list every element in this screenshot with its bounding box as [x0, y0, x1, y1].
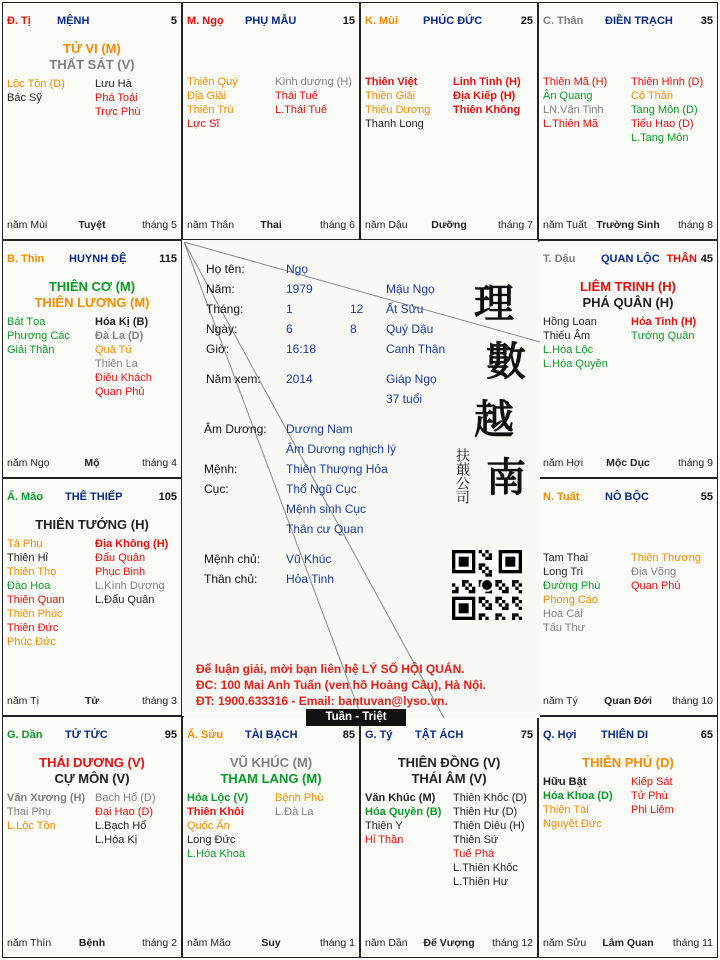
minor-star: Địa Võng	[631, 566, 677, 578]
palace-header	[543, 15, 713, 29]
minor-stars-left	[7, 315, 70, 357]
major-star: PHÁ QUÂN (H)	[582, 295, 674, 310]
palace-cell-mao[interactable]	[2, 478, 182, 716]
minor-star: Quan Phủ	[95, 386, 145, 398]
month-label: tháng 5	[141, 219, 177, 231]
year-label: năm Tị	[7, 695, 39, 707]
minor-star: Lưu Hà	[95, 78, 132, 90]
calligraphy-char: 數	[486, 338, 526, 385]
palace-footer	[7, 457, 177, 471]
palace-number: 105	[158, 491, 177, 503]
year-label: năm Dần	[365, 937, 408, 949]
info-label: Tháng:	[206, 302, 244, 316]
earthly-branch: K. Mùi	[365, 15, 398, 27]
minor-star: Long Trì	[543, 566, 584, 578]
palace-name: THIÊN DI	[601, 729, 649, 741]
palace-number: 35	[700, 15, 713, 27]
minor-star: Thiên Khốc (D)	[453, 792, 527, 804]
major-star: THIÊN TƯỚNG (H)	[35, 517, 149, 532]
minor-star: Thiên La	[95, 358, 138, 370]
minor-star: Địa Không (H)	[95, 538, 169, 550]
minor-stars-right	[631, 75, 703, 145]
earthly-branch: Ấ. Sửu	[187, 729, 224, 741]
than-marker: THÂN	[666, 253, 697, 265]
minor-star: L.Hóa Lộc	[543, 344, 594, 356]
year-label: năm Mùi	[7, 219, 48, 231]
palace-name: QUAN LỘC	[601, 253, 660, 265]
minor-stars-left	[543, 775, 613, 831]
minor-star: Phượng Các	[7, 330, 70, 342]
major-star: LIÊM TRINH (H)	[579, 279, 677, 294]
palace-name: TẬT ÁCH	[415, 729, 464, 741]
minor-star: Hỏa Tinh (H)	[631, 316, 697, 328]
info-label: Cục:	[204, 482, 229, 496]
major-star: CỰ MÔN (V)	[54, 771, 130, 786]
minor-star: Đà La (D)	[95, 330, 144, 342]
palace-name: THÊ THIẾP	[65, 491, 123, 503]
minor-star: Phá Toái	[95, 92, 138, 104]
info-label: Năm:	[206, 282, 235, 296]
month-label: tháng 1	[319, 937, 355, 949]
minor-star: Ân Quang	[543, 90, 593, 102]
life-stage: Quan Đới	[604, 695, 652, 707]
minor-star: Hồng Loan	[543, 316, 597, 328]
year-label: năm Tuất	[543, 219, 587, 231]
minor-stars-right	[95, 315, 152, 399]
calligraphy-char: 南	[486, 454, 526, 501]
minor-star: Thiên Mã (H)	[543, 76, 608, 88]
info-value: Dương Nam	[286, 422, 353, 436]
palace-name: TỬ TỨC	[65, 729, 108, 741]
minor-star: L.Hóa Quyền	[543, 358, 608, 370]
minor-star: Thai Phụ	[7, 806, 52, 818]
minor-star: Hoa Cái	[543, 608, 583, 620]
info-value: Mệnh sinh Cục	[286, 502, 367, 516]
year-label: năm Sửu	[543, 937, 587, 949]
year-label: năm Hợi	[543, 457, 584, 469]
minor-star: L.Kình Dương	[95, 580, 165, 592]
palace-footer	[365, 937, 533, 951]
minor-stars-right	[95, 791, 156, 847]
minor-stars-left	[7, 791, 85, 833]
minor-star: Cô Thần	[631, 90, 673, 102]
minor-star: Thiên Quý	[187, 76, 238, 88]
year-label: năm Mão	[187, 937, 231, 949]
minor-star: Thiếu Âm	[543, 330, 591, 342]
minor-star: Lộc Tồn (D)	[7, 78, 65, 90]
minor-star: LN.Văn Tinh	[543, 104, 604, 116]
lunar-month: 12	[350, 302, 364, 316]
minor-star: Thiên Y	[365, 820, 403, 832]
month-label: tháng 3	[141, 695, 177, 707]
palace-cell-mui[interactable]	[360, 2, 538, 240]
minor-stars-right	[453, 75, 521, 117]
major-star: THIÊN CƠ (M)	[48, 279, 136, 294]
minor-star: Thiên Diêu (H)	[453, 820, 525, 832]
minor-star: Thiên Tài	[543, 804, 589, 816]
minor-star: Hóa Lộc (V)	[187, 792, 249, 804]
info-value: Vũ Khúc	[286, 552, 332, 566]
info-label: Ngày:	[206, 322, 238, 336]
minor-star: Bác Sỹ	[7, 92, 42, 104]
contact-line: Để luận giải, mời bạn liên hệ LÝ SỐ HỘI QUÁN.	[196, 662, 465, 676]
life-stage: Trường Sinh	[596, 219, 660, 231]
minor-star: Nguyệt Đức	[543, 818, 602, 830]
palace-number: 45	[700, 253, 713, 265]
minor-star: Quốc Ấn	[187, 820, 230, 832]
month-label: tháng 4	[141, 457, 177, 469]
calligraphy-char: 越	[474, 396, 514, 443]
palace-cell-hoi[interactable]	[538, 716, 718, 958]
palace-name: NÔ BỘC	[605, 491, 649, 503]
year-canchi: Mậu Ngọ	[386, 282, 435, 296]
minor-star: Tam Thai	[543, 552, 589, 564]
palace-cell-thin[interactable]	[2, 240, 182, 478]
info-value: 2014	[286, 372, 313, 386]
earthly-branch: B. Thìn	[7, 253, 45, 265]
minor-star: Phi Liêm	[631, 804, 674, 816]
minor-star: Bát Tọa	[7, 316, 46, 328]
palace-header	[7, 253, 177, 267]
minor-star: Thiên Không	[453, 104, 521, 116]
palace-number: 65	[700, 729, 713, 741]
minor-star: Lực Sĩ	[187, 118, 220, 130]
month-label: tháng 2	[141, 937, 177, 949]
earthly-branch: Q. Hợi	[543, 729, 577, 741]
month-label: tháng 6	[319, 219, 355, 231]
palace-number: 75	[520, 729, 533, 741]
info-value: Âm Dương nghịch lý	[286, 442, 396, 456]
minor-stars-right	[631, 775, 674, 817]
minor-stars-right	[631, 315, 696, 343]
calligraphy-char: 理	[474, 280, 514, 327]
major-star: THIÊN ĐỒNG (V)	[397, 755, 501, 770]
palace-number: 55	[700, 491, 713, 503]
minor-star: Văn Khúc (M)	[365, 792, 436, 804]
palace-footer	[187, 937, 355, 951]
minor-star: Hỉ Thần	[365, 834, 404, 846]
palace-footer	[7, 937, 177, 951]
minor-star: Thiên Hỉ	[7, 552, 48, 564]
minor-star: Văn Xương (H)	[7, 792, 86, 804]
info-label: Mệnh:	[204, 462, 238, 476]
minor-star: Tướng Quân	[631, 330, 695, 342]
minor-star: Phong Cáo	[543, 594, 599, 606]
minor-stars-right	[275, 75, 352, 117]
info-value: Thổ Ngũ Cục	[286, 482, 357, 496]
year-label: năm Ngọ	[7, 457, 50, 469]
palace-number: 85	[342, 729, 355, 741]
minor-star: Thiên Hư (D)	[453, 806, 518, 818]
contact-line: ĐC: 100 Mai Anh Tuấn (ven hồ Hoàng Cầu), Hà Nội.	[196, 678, 487, 692]
minor-star: L.Hóa Kị	[95, 834, 138, 846]
palace-header	[365, 729, 533, 743]
life-stage: Dưỡng	[431, 219, 467, 231]
minor-stars-left	[365, 791, 441, 847]
minor-stars-left	[543, 315, 608, 371]
palace-header	[187, 729, 355, 743]
minor-star: L.Đẩu Quân	[95, 594, 155, 606]
minor-star: L.Thiên Hư	[453, 876, 509, 888]
month-label: tháng 11	[672, 937, 713, 949]
palace-number: 25	[520, 15, 533, 27]
minor-star: Bạch Hổ (D)	[95, 792, 156, 804]
minor-stars-right	[631, 551, 701, 593]
info-value: Hỏa Tinh	[286, 572, 335, 586]
minor-star: Thiên Phúc	[7, 608, 63, 620]
minor-star: Tang Môn (D)	[631, 104, 698, 116]
palace-footer	[7, 695, 177, 709]
life-stage: Đế Vượng	[423, 937, 475, 949]
life-stage: Tuyệt	[78, 219, 106, 231]
year-label: năm Tý	[543, 695, 578, 707]
palace-cell-ty[interactable]	[360, 716, 538, 958]
earthly-branch: T. Dậu	[543, 253, 576, 265]
palace-footer	[7, 219, 177, 233]
info-value: Thiên Thượng Hỏa	[286, 462, 388, 476]
info-value: 1	[286, 302, 293, 316]
minor-star: Phúc Đức	[7, 636, 56, 648]
palace-number: 115	[159, 253, 177, 265]
minor-stars-left	[187, 75, 238, 131]
minor-star: Thiên Quan	[7, 594, 65, 606]
minor-star: L.Hóa Khoa	[187, 848, 246, 860]
palace-footer	[543, 457, 713, 471]
minor-stars-left	[7, 77, 65, 105]
minor-star: Bệnh Phù	[275, 792, 324, 804]
life-stage: Suy	[261, 937, 281, 949]
age: 37 tuổi	[386, 392, 423, 406]
palace-name: HUYNH ĐỆ	[69, 253, 127, 265]
minor-star: Điếu Khách	[95, 372, 152, 384]
minor-star: L.Bạch Hổ	[95, 820, 147, 832]
minor-star: Thiên Đức	[7, 622, 59, 634]
palace-header	[187, 15, 355, 29]
palace-header	[7, 15, 177, 29]
palace-name: PHÚC ĐỨC	[423, 15, 483, 27]
life-stage: Mộc Dục	[606, 457, 650, 469]
minor-stars-right	[275, 791, 323, 819]
major-star: THẤT SÁT (V)	[49, 57, 135, 72]
minor-stars-right	[95, 537, 168, 607]
view-year-canchi: Giáp Ngọ	[386, 372, 437, 386]
minor-stars-left	[187, 791, 248, 861]
palace-header	[7, 729, 177, 743]
palace-cell-dan[interactable]	[2, 716, 182, 958]
minor-star: Đẩu Quân	[95, 552, 146, 564]
minor-stars-left	[7, 537, 64, 649]
lunar-day: 8	[350, 322, 357, 336]
minor-star: L.Thiên Khốc	[453, 862, 518, 874]
minor-star: L.Tang Môn	[631, 132, 689, 144]
earthly-branch: G. Tý	[365, 729, 393, 741]
palace-header	[543, 729, 713, 743]
minor-star: Hóa Khoa (D)	[543, 790, 613, 802]
month-label: tháng 9	[677, 457, 713, 469]
minor-stars-left	[365, 75, 430, 131]
month-label: tháng 8	[677, 219, 713, 231]
palace-cell-ngo[interactable]	[182, 2, 360, 240]
palace-header	[365, 15, 533, 29]
minor-star: Thái Tuế	[275, 90, 318, 102]
palace-footer	[543, 937, 713, 951]
earthly-branch: N. Tuất	[543, 491, 580, 503]
tuan-triet-label: Tuần - Triệt	[306, 709, 406, 726]
minor-star: Thiên Hình (D)	[631, 76, 704, 88]
major-star: VŨ KHÚC (M)	[229, 755, 313, 770]
center-panel	[184, 242, 540, 718]
palace-name: TÀI BẠCH	[245, 729, 298, 741]
palace-footer	[365, 219, 533, 233]
palace-number: 95	[164, 729, 177, 741]
info-label: Giờ:	[206, 342, 230, 356]
minor-star: Thiên Thọ	[7, 566, 57, 578]
info-label: Mệnh chủ:	[204, 552, 261, 566]
earthly-branch: M. Ngọ	[187, 15, 224, 27]
minor-star: Thanh Long	[365, 118, 424, 130]
minor-star: Thiếu Dương	[365, 104, 431, 116]
month-label: tháng 7	[497, 219, 533, 231]
minor-star: Trực Phù	[95, 106, 141, 118]
major-star: TỬ VI (M)	[63, 41, 121, 56]
year-label: năm Thìn	[7, 937, 52, 949]
minor-star: Đào Hoa	[7, 580, 51, 592]
palace-name: ĐIỀN TRẠCH	[605, 15, 673, 27]
year-label: năm Dậu	[365, 219, 408, 231]
major-star: THÁI ÂM (V)	[411, 771, 487, 786]
minor-star: Thiên Việt	[365, 76, 418, 88]
minor-star: Long Đức	[187, 834, 236, 846]
minor-star: Tả Phụ	[7, 538, 43, 550]
minor-star: Tử Phù	[631, 790, 668, 802]
palace-footer	[543, 695, 713, 709]
qr-code[interactable]	[452, 550, 522, 620]
minor-star: Thiên Sứ	[453, 834, 499, 846]
month-label: tháng 10	[672, 695, 713, 707]
month-canchi: Ất Sửu	[386, 302, 424, 316]
life-stage: Tử	[84, 695, 100, 707]
minor-star: Địa Giải	[187, 90, 227, 102]
minor-star: Thiên Thương	[631, 552, 702, 564]
palace-number: 5	[170, 15, 177, 27]
major-star: THIÊN PHỦ (D)	[582, 755, 674, 770]
contact-line: ĐT: 1900.633316 - Email: bantuvan@lyso.vn.	[196, 694, 448, 708]
earthly-branch: C. Thân	[543, 15, 584, 27]
minor-star: Thiên Khôi	[187, 806, 244, 818]
palace-cell-than[interactable]	[538, 2, 718, 240]
chart-board	[2, 2, 718, 958]
minor-star: Hữu Bật	[543, 776, 587, 788]
life-stage: Bệnh	[78, 937, 106, 949]
minor-star: Thiên Giải	[365, 90, 416, 102]
minor-star: Kình dương (H)	[275, 76, 352, 88]
palace-cell-tuat[interactable]	[538, 478, 718, 716]
minor-star: Linh Tinh (H)	[453, 76, 521, 88]
minor-star: Tuế Phá	[453, 848, 495, 860]
major-star: THAM LANG (M)	[220, 771, 322, 786]
day-canchi: Quý Dậu	[386, 322, 434, 336]
minor-star: Đường Phù	[543, 580, 601, 592]
hour-canchi: Canh Thân	[386, 342, 446, 356]
minor-stars-right	[95, 77, 140, 119]
minor-stars-right	[453, 791, 527, 889]
info-value: Thân cư Quan	[286, 522, 364, 536]
month-label: tháng 12	[492, 937, 533, 949]
minor-star: Tấu Thư	[543, 622, 586, 634]
palace-header	[543, 491, 713, 505]
major-star: THÁI DƯƠNG (V)	[39, 755, 145, 770]
minor-star: Giải Thần	[7, 344, 55, 356]
minor-star: L.Lộc Tồn	[7, 820, 56, 832]
minor-star: Tiểu Hao (D)	[631, 118, 694, 130]
palace-header	[7, 491, 177, 505]
minor-stars-left	[543, 75, 607, 131]
info-value: 16:18	[286, 342, 317, 356]
earthly-branch: G. Dần	[7, 729, 43, 741]
life-stage: Lâm Quan	[602, 937, 654, 949]
minor-star: Phục Binh	[95, 566, 146, 578]
earthly-branch: Đ. Tị	[7, 15, 31, 27]
info-label: Thân chủ:	[204, 572, 258, 586]
earthly-branch: Ấ. Mão	[7, 491, 44, 503]
minor-star: L.Thiên Mã	[543, 118, 599, 130]
year-label: năm Thân	[187, 219, 235, 231]
minor-star: L.Đà La	[275, 806, 314, 818]
minor-star: Hóa Quyền (B)	[365, 806, 442, 818]
palace-name: PHỤ MẪU	[245, 15, 297, 27]
palace-number: 15	[342, 15, 355, 27]
minor-star: Thiên Trù	[187, 104, 234, 116]
life-stage: Mộ	[84, 457, 100, 469]
info-label: Họ tên:	[206, 262, 245, 276]
info-label: Năm xem:	[206, 372, 261, 386]
palace-cell-suu[interactable]	[182, 716, 360, 958]
minor-star: Quan Phù	[631, 580, 681, 592]
minor-star: L.Thái Tuế	[275, 104, 327, 116]
minor-star: Địa Kiếp (H)	[453, 90, 516, 102]
minor-star: Kiếp Sát	[631, 776, 673, 788]
info-value: 1979	[286, 282, 313, 296]
palace-cell-ti[interactable]	[2, 2, 182, 240]
minor-star: Quả Tú	[95, 344, 132, 356]
info-value: 6	[286, 322, 293, 336]
calligraphy-small: 扶蕺公司	[454, 448, 470, 504]
life-stage: Thai	[260, 219, 282, 231]
major-star: THIÊN LƯƠNG (M)	[34, 295, 150, 310]
minor-star: Hóa Kị (B)	[95, 316, 149, 328]
palace-name: MỆNH	[57, 15, 90, 27]
info-value: Ngọ	[286, 262, 309, 276]
palace-cell-dau[interactable]	[538, 240, 718, 478]
palace-footer	[543, 219, 713, 233]
palace-footer	[187, 219, 355, 233]
info-label: Âm Dương:	[204, 422, 267, 436]
minor-star: Đại Hao (D)	[95, 806, 154, 818]
palace-header	[543, 253, 713, 267]
minor-stars-left	[543, 551, 600, 635]
